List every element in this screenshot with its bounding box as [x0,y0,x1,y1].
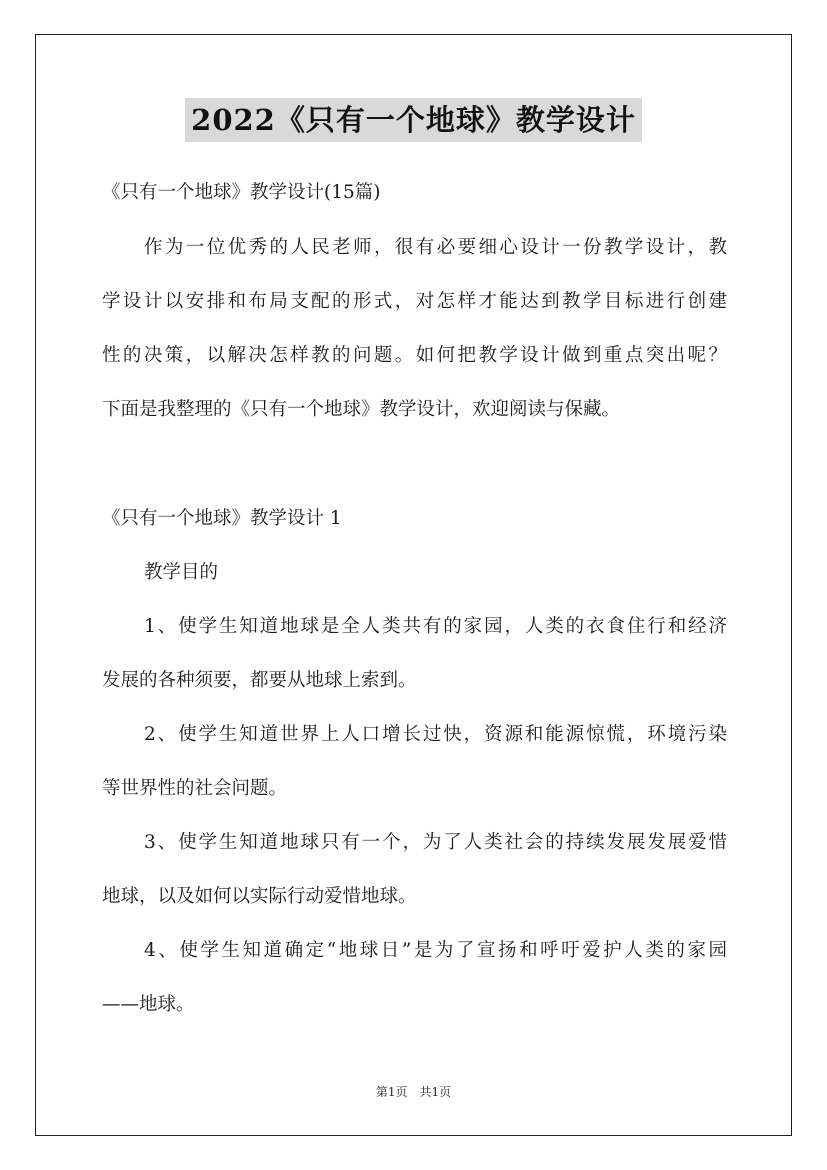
page-number-footer: 第1页 共1页 [375,1085,452,1099]
title-container [0,98,827,142]
intro-line-2: 学设计以安排和布局支配的形式，对怎样才能达到教学目标进行创建 [102,291,727,312]
objective-4-line-1: 4、使学生知道确定“地球日”是为了宣扬和呼吁爱护人类的家园 [144,940,727,961]
document-subtitle: 《只有一个地球》教学设计(15篇) [102,182,381,203]
intro-line-3: 性的决策，以解决怎样教的问题。如何把教学设计做到重点突出呢？ [102,345,727,366]
intro-line-4: 下面是我整理的《只有一个地球》教学设计，欢迎阅读与保藏。 [102,399,621,420]
objective-4-line-2: ——地球。 [102,994,195,1015]
objective-1-line-1: 1、使学生知道地球是全人类共有的家园，人类的衣食住行和经济 [144,616,727,637]
document-title: 2022《只有一个地球》教学设计 [185,98,642,142]
objective-2-line-1: 2、使学生知道世界上人口增长过快，资源和能源惊慌，环境污染 [144,724,727,745]
section-heading: 《只有一个地球》教学设计 1 [102,508,342,529]
objective-heading: 教学目的 [144,562,219,583]
intro-line-1: 作为一位优秀的人民老师，很有必要细心设计一份教学设计，教 [144,237,727,258]
objective-1-line-2: 发展的各种须要，都要从地球上索到。 [102,670,417,691]
objective-2-line-2: 等世界性的社会问题。 [102,778,288,799]
objective-3-line-2: 地球，以及如何以实际行动爱惜地球。 [102,886,417,907]
objective-3-line-1: 3、使学生知道地球只有一个，为了人类社会的持续发展发展爱惜 [144,832,727,853]
